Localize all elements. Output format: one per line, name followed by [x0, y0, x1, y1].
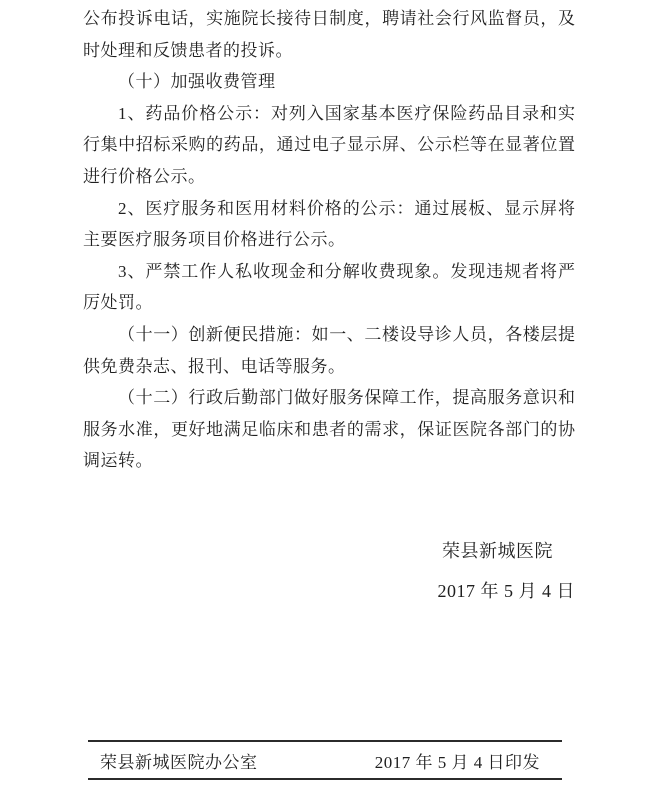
body-line: 主要医疗服务项目价格进行公示。 — [83, 230, 346, 250]
section-heading: （十一）创新便民措施：如一、二楼设导诊人员，各楼层提 — [118, 324, 575, 344]
section-heading: （十二）行政后勤部门做好服务保障工作，提高服务意识和 — [118, 388, 575, 408]
document-body — [83, 3, 575, 477]
section-heading: （十）加强收费管理 — [118, 72, 276, 92]
footer-colophon — [88, 740, 562, 780]
body-line: 2、医疗服务和医用材料价格的公示：通过展板、显示屏将 — [118, 198, 575, 218]
body-line: 3、严禁工作人私收现金和分解收费现象。发现违规者将严 — [118, 261, 575, 281]
body-line: 厉处罚。 — [83, 293, 153, 313]
signature-block — [83, 531, 575, 611]
signature-date: 2017 年 5 月 4 日 — [437, 581, 575, 601]
body-line: 进行价格公示。 — [83, 166, 206, 186]
body-line: 供免费杂志、报刊、电话等服务。 — [83, 356, 346, 376]
body-line: 公布投诉电话，实施院长接待日制度，聘请社会行风监督员，及 — [83, 9, 575, 28]
body-line: 时处理和反馈患者的投诉。 — [83, 40, 293, 60]
body-line: 调运转。 — [83, 451, 153, 471]
body-line: 行集中招标采购的药品，通过电子显示屏、公示栏等在显著位置 — [83, 135, 575, 155]
footer-issue-date: 2017 年 5 月 4 日印发 — [374, 752, 540, 772]
signature-org: 荣县新城医院 — [442, 541, 553, 561]
body-line: 1、药品价格公示：对列入国家基本医疗保险药品目录和实 — [118, 103, 575, 123]
footer-office: 荣县新城医院办公室 — [100, 752, 258, 772]
body-line: 服务水准，更好地满足临床和患者的需求，保证医院各部门的协 — [83, 419, 575, 439]
